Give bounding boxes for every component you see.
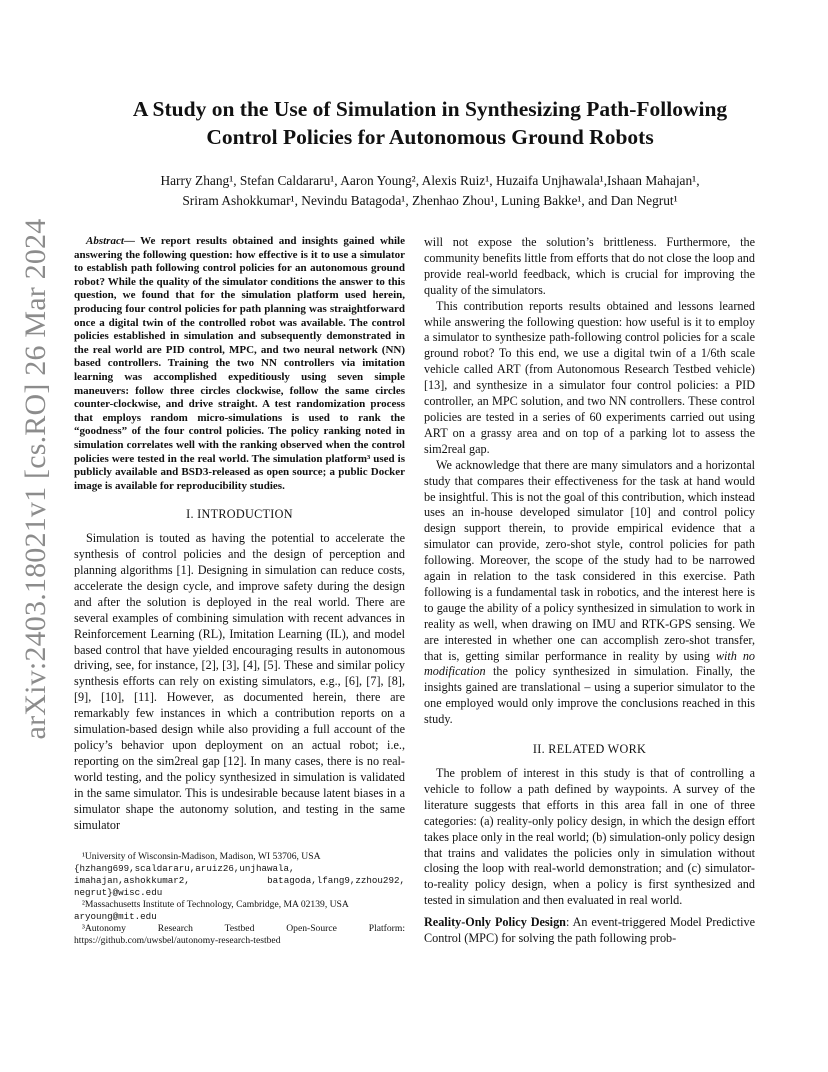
- related-runin-heading: Reality-Only Policy Design: [424, 915, 566, 930]
- abstract: [74, 235, 405, 493]
- arxiv-identifier: [14, 218, 58, 740]
- intro-paragraph-3: [424, 458, 755, 728]
- title-line-1: A Study on the Use of Simulation in Synthesizing Path-Following: [132, 97, 728, 121]
- paper-title: [70, 95, 790, 151]
- right-column: [424, 235, 755, 947]
- intro-paragraph-2: This contribution reports results obtained and lessons learned while answering the following question: how useful is it to employ a simulator to synthesize path-following control policies for a scale ground robot? To this end, we use a digital twin of a 1/6th scale vehicle called ART (from Autonomous Research Testbed vehicle) [13], and synthesize in a simulator four control policies: a PID controller, an MPC solution, and two NN controllers. These control policies are tested in a series of 60 experiments carried out using ART on a grassy area and on top of a parking lot to assess the sim2real gap.: [424, 298, 755, 456]
- footnote-2: ²Massachusetts Institute of Technology, Cambridge, MA 02139, USA: [82, 899, 349, 911]
- intro-paragraph-1: Simulation is touted as having the potential to accelerate the synthesis of control policies and the design of perception and planning algorithms [1]. Designing in simulation can reduce costs, accelerate the design cycle, and improve safety during the design and after the solution is deployed in the real world. There are several examples of combining simulation with recent advances in Reinforcement Learning (RL), Imitation Learning (IL), and model based control that have yielded encouraging results in autonomous driving, see, for instance, [2], [3], [4], [5]. These and similar policy synthesis efforts can rely on existing simulators, e.g., [6], [7], [8], [9], [10], [11]. However, as documented herein, there are remarkably few instances in which a contribution reports on a simulation-based design while also providing a full account of the policy’s behavior upon deployment on an actual robot; i.e., reporting on the sim2real gap [12]. In many cases, there is no real-world testing, and the policy synthesized in simulation is validated in the same simulator. This is undesirable because latent biases in a simulator shape the autonomy solution, and testing in the same simulator: [74, 531, 405, 832]
- abstract-text: — We report results obtained and insights gained while answering the following question: how effective is it to use a simulator to establish path following control policies for an autonomous ground robot? While the quality of the simulator conditions the answer to this question, we found that for the simulation platform used herein, producing four control policies for path planning was straightforward once a digital twin of the controlled robot was available. The control policies established in simulation and subsequently demonstrated in the real world are PID control, MPC, and two neural network (NN) based controllers. Training the two NN controllers via imitation learning was accomplished expeditiously using seven simple maneuvers: follow three circles clockwise, follow the same circles counter-clockwise, and drive straight. A test randomization process that employs random micro-simulations is used to rank the “goodness” of the four control policies. The policy ranking noted in simulation correlates well with the ranking observed when the control policies were tested in the real world. The simulation platform³ used is publicly available and BSD3-released as open source; a public Docker image is available for reproducibility studies.: [74, 235, 405, 492]
- related-paragraph-2: [424, 915, 755, 947]
- related-paragraph-1: The problem of interest in this study is that of controlling a vehicle to follow a path defined by waypoints. A survey of the literature suggests that efforts in this area fall in one of three categories: (a) reality-only policy design, in which the design effort takes place only in the real world; (b) simulation-only policy design that trains and validates the policies only in simulation without closing the loop with real-world demonstration; and (c) simulator-to-reality policy design, when a policy is first synthesized and tested in simulation and then evaluated in real world.: [424, 766, 756, 908]
- abstract-label: Abstract: [86, 235, 124, 247]
- related-paragraph-2-text: : An event-triggered Model Predictive Control (MPC) for solving the path following prob-: [424, 915, 755, 946]
- title-line-2: Control Policies for Autonomous Ground Robots: [206, 125, 654, 149]
- introduction-heading: I. INTRODUCTION: [186, 507, 293, 522]
- footnote-1-emails: {hzhang699,scaldararu,aruiz26,unjhawala, imahajan,ashokkumar2, batagoda,lfang9,zzhou292, negrut}@wisc.edu: [74, 863, 405, 899]
- intro-paragraph-3-part-b: the policy synthesized in simulation. Finally, the insights gained are translational – using a superior simulator to the one employed would only improve the conclusions reached in this study.: [424, 664, 756, 727]
- footnote-1: ¹University of Wisconsin-Madison, Madison, WI 53706, USA: [82, 851, 321, 863]
- arxiv-identifier-text: arXiv:2403.18021v1 [cs.RO] 26 Mar 2024: [19, 218, 52, 740]
- intro-paragraph-1-continued: will not expose the solution’s brittleness. Furthermore, the community benefits little from efforts that do not close the loop and provide real-world feedback, which is crucial for improving the quality of the simulators.: [424, 235, 755, 297]
- related-work-heading: II. RELATED WORK: [532, 742, 647, 757]
- authors-line-2: Sriram Ashokkumar¹, Nevindu Batagoda¹, Zhenhao Zhou¹, Luning Bakke¹, and Dan Negrut¹: [182, 193, 678, 208]
- intro-paragraph-3-part-a: We acknowledge that there are many simulators and a horizontal study that compares their effectiveness for the task at hand would be insightful. This is not the goal of this contribution, which instead uses an in-house developed simulator [10] and control policy design support therein, to provide empirical evidence that a simulator can provide, zero-shot style, control policies for path following. Moreover, the scope of the study had to be narrowed again in relation to the task considered in this exercise. Path following is a fundamental task in robotics, and the interest here is to gauge the ability of a policy synthesized in simulation to work in reality as well, when drawing on IMU and RTK-GPS sensing. We are interested in whether one can accomplish zero-shot transfer, that is, getting similar performance in reality by using: [424, 457, 755, 663]
- author-list: [70, 171, 790, 211]
- left-column: [74, 235, 405, 947]
- intro-emphasis: with no modification: [424, 648, 756, 679]
- authors-line-1: Harry Zhang¹, Stefan Caldararu¹, Aaron Young², Alexis Ruiz¹, Huzaifa Unjhawala¹,Ishaan Mahajan¹,: [160, 173, 700, 188]
- footnotes: [74, 851, 405, 947]
- footnote-2-email: aryoung@mit.edu: [74, 911, 157, 923]
- footnote-3: ³Autonomy Research Testbed Open-Source Platform: https://github.com/uwsbel/autonomy-research-testbed: [74, 923, 405, 947]
